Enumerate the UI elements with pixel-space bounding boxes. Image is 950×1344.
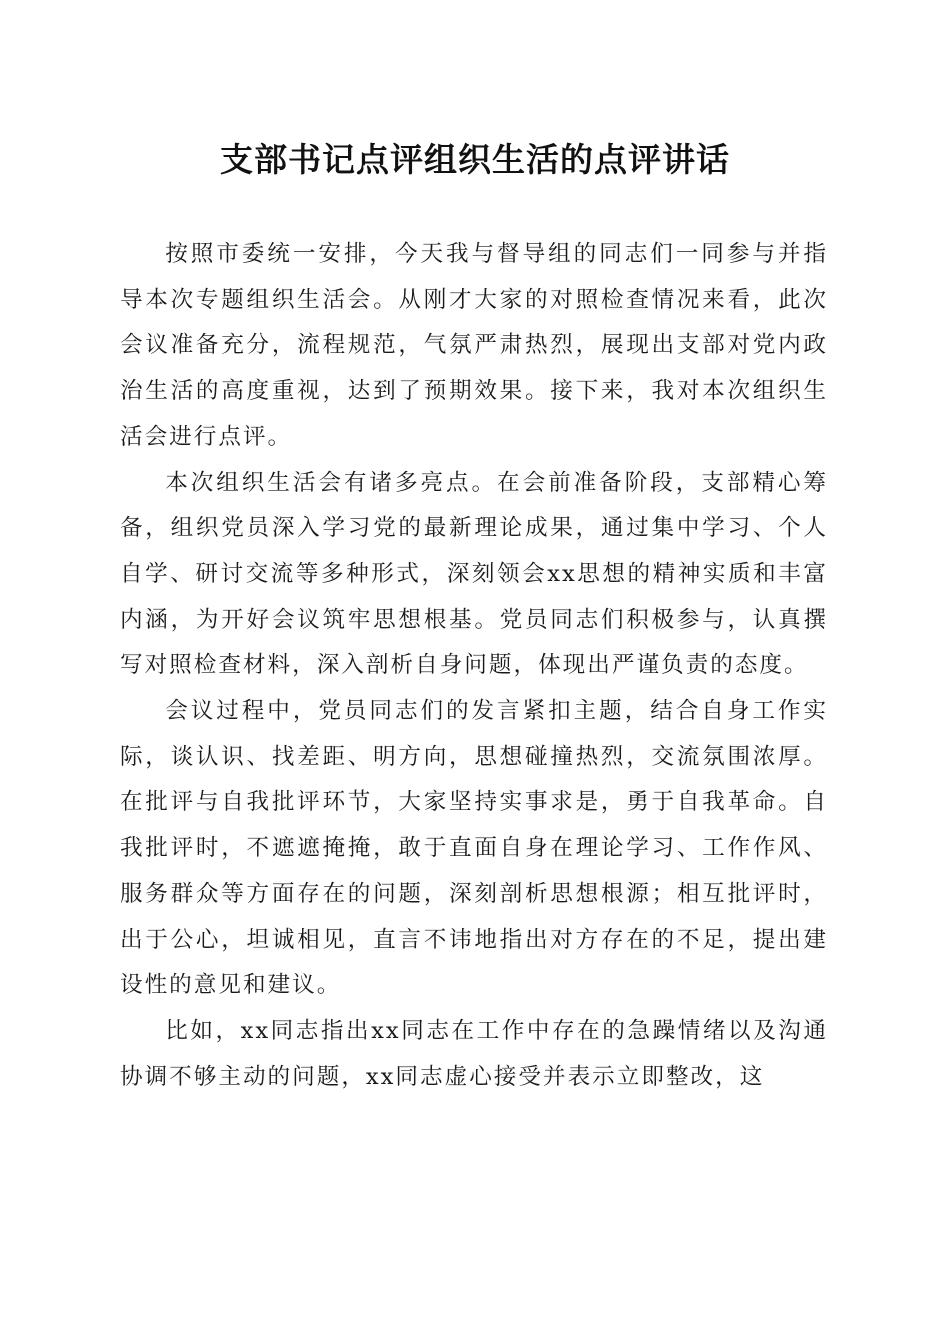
document-body <box>120 232 828 1100</box>
paragraph-4: 比如，xx同志指出xx同志在工作中存在的急躁情绪以及沟通协调不够主动的问题，xx同志虚心接受并表示立即整改，这 <box>120 1017 828 1090</box>
paragraph-1: 按照市委统一安排，今天我与督导组的同志们一同参与并指导本次专题组织生活会。从刚才大家的对照检查情况来看，此次会议准备充分，流程规范，气氛严肃热烈，展现出支部对党内政治生活的高度重视，达到了预期效果。接下来，我对本次组织生活会进行点评。 <box>120 241 828 450</box>
paragraph-3: 会议过程中，党员同志们的发言紧扣主题，结合自身工作实际，谈认识、找差距、明方向，思想碰撞热烈，交流氛围浓厚。在批评与自我批评环节，大家坚持实事求是，勇于自我革命。自我批评时，不遮遮掩掩，敢于直面自身在理论学习、工作作风、服务群众等方面存在的问题，深刻剖析思想根源；相互批评时，出于公心，坦诚相见，直言不讳地指出对方存在的不足，提出建设性的意见和建议。 <box>120 698 828 999</box>
paragraph-2: 本次组织生活会有诸多亮点。在会前准备阶段，支部精心筹备，组织党员深入学习党的最新理论成果，通过集中学习、个人自学、研讨交流等多种形式，深刻领会xx思想的精神实质和丰富内涵，为开好会议筑牢思想根基。党员同志们积极参与，认真撰写对照检查材料，深入剖析自身问题，体现出严谨负责的态度。 <box>120 469 828 679</box>
document-title: 支部书记点评组织生活的点评讲话 <box>220 140 730 179</box>
